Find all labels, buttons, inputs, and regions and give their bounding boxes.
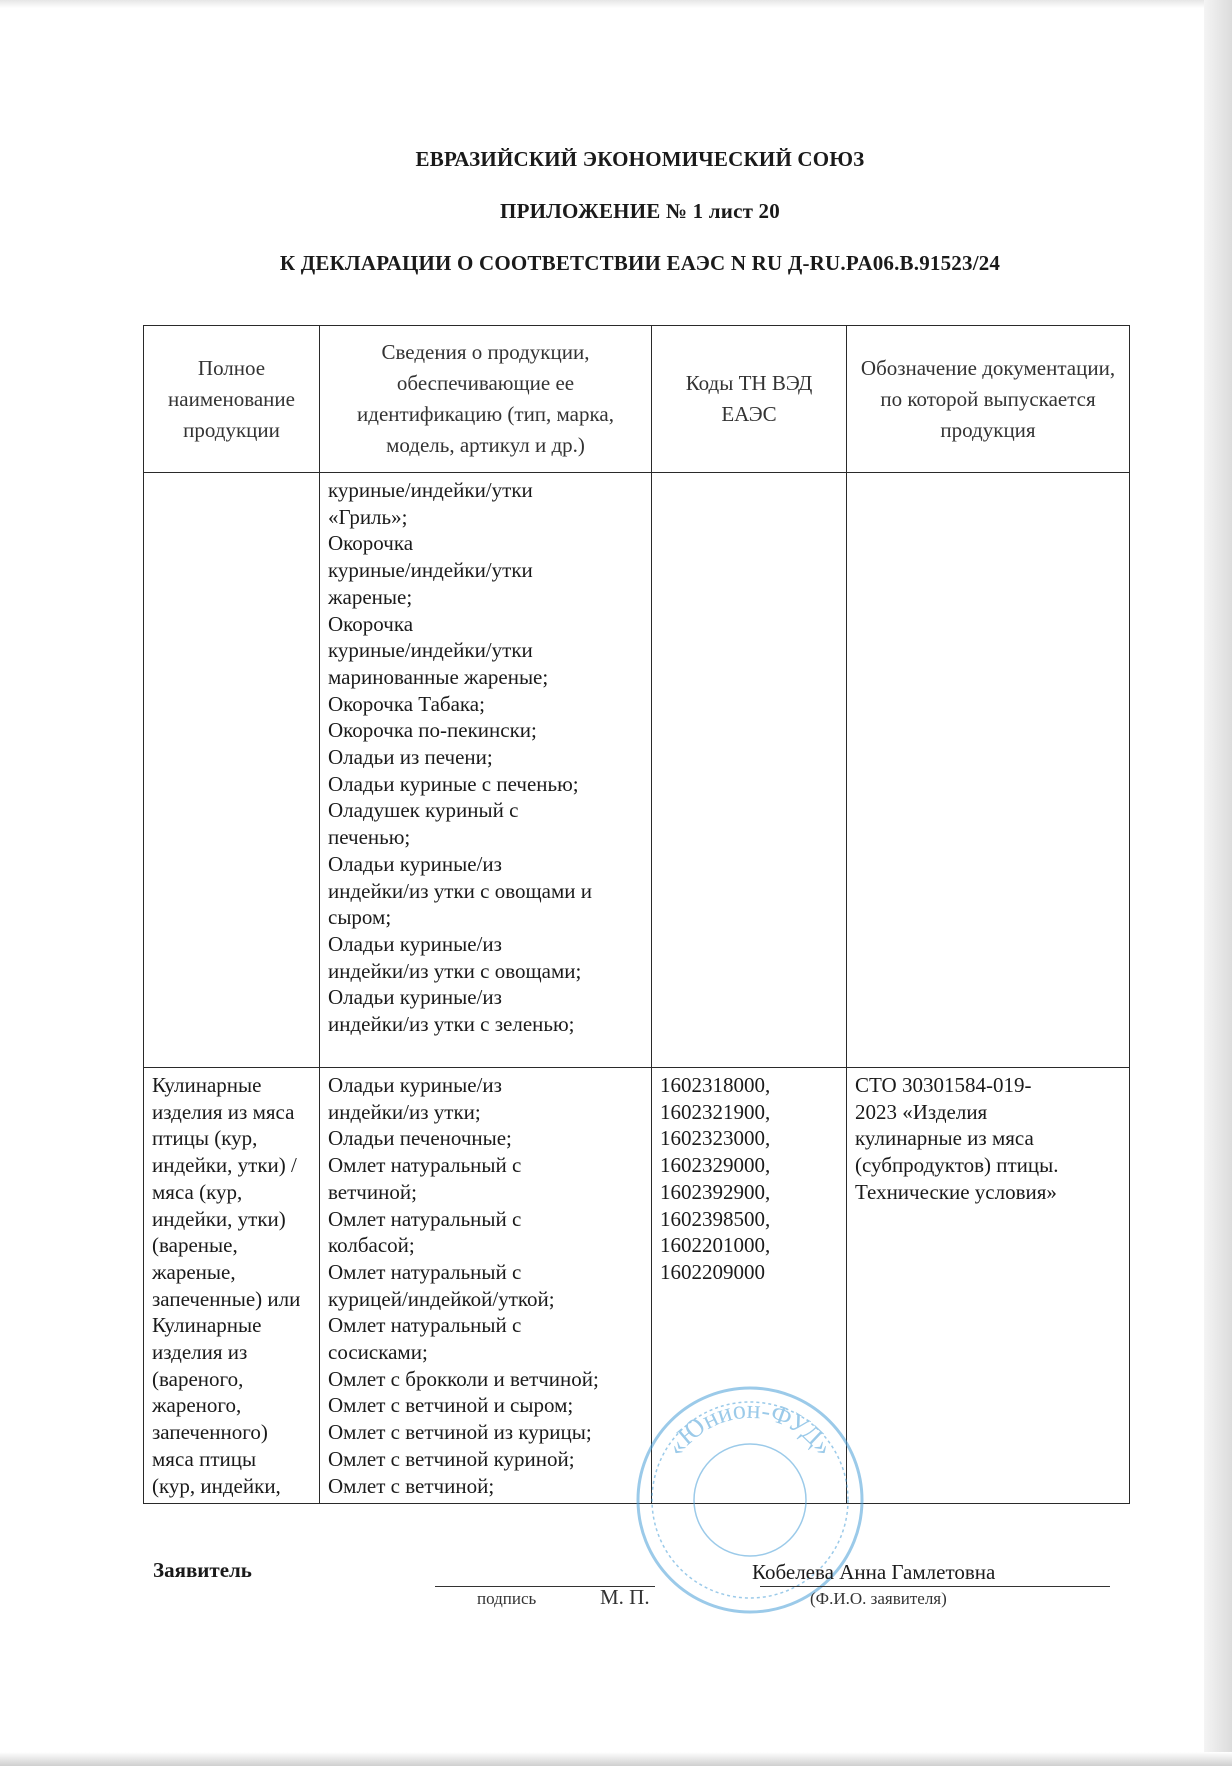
column-header-info: Сведения о продукции, обеспечивающие ее идентификацию (тип, марка, модель, артикул и др.): [320, 326, 652, 473]
cell-line: ветчиной;: [328, 1179, 417, 1204]
cell-line: сосисками;: [328, 1340, 428, 1365]
cell-line: куриные/индейки/утки: [328, 558, 533, 583]
cell-line: Омлет с ветчиной и сыром;: [328, 1393, 574, 1418]
cell-line: куриные/индейки/утки: [328, 638, 533, 663]
cell-line: СТО 30301584-019-: [855, 1073, 1032, 1097]
cell-line: курицей/индейкой/уткой;: [328, 1286, 555, 1311]
cell-line: 1602392900,: [660, 1179, 771, 1204]
cell-info: [320, 1068, 652, 1504]
cell-line: Омлет с ветчиной;: [328, 1473, 495, 1498]
scan-edge-bottom: [0, 1752, 1232, 1766]
column-header-name: Полное наименование продукции: [144, 326, 320, 473]
cell-line: жареные,: [152, 1259, 236, 1284]
cell-line: мяса птицы: [152, 1446, 257, 1471]
cell-line: печенью;: [328, 825, 411, 850]
cell-docs: [847, 473, 1130, 1068]
cell-line: 1602329000,: [660, 1153, 771, 1178]
cell-line: Омлет натуральный с: [328, 1313, 522, 1338]
cell-line: Омлет натуральный с: [328, 1206, 522, 1231]
cell-name: [144, 1068, 320, 1504]
cell-line: Кулинарные: [152, 1313, 262, 1338]
cell-line: индейки, утки): [152, 1206, 286, 1231]
cell-line: индейки, утки) /: [152, 1153, 297, 1178]
products-table: [143, 325, 1130, 1504]
cell-line: Окорочка: [328, 611, 414, 636]
cell-line: индейки/из утки с зеленью;: [328, 1012, 575, 1037]
cell-line: мяса (кур,: [152, 1179, 243, 1204]
cell-line: Оладьи куриные с печенью;: [328, 771, 579, 796]
cell-line: Оладьи куриные/из: [328, 851, 502, 876]
name-line: [760, 1586, 1110, 1587]
seal-text: «Юнион-ФУД»: [660, 1394, 840, 1462]
cell-line: Оладьи из печени;: [328, 745, 493, 770]
cell-line: куриные/индейки/утки: [328, 478, 533, 502]
cell-line: колбасой;: [328, 1233, 415, 1258]
seal-caption: М. П.: [600, 1585, 650, 1609]
cell-line: (вареные,: [152, 1233, 238, 1258]
cell-line: запеченные) или: [152, 1286, 301, 1311]
cell-docs: [847, 1068, 1130, 1504]
cell-line: Кулинарные: [152, 1073, 262, 1097]
cell-line: Окорочка по-пекински;: [328, 718, 537, 743]
cell-line: Оладьи печеночные;: [328, 1126, 512, 1151]
cell-line: изделия из мяса: [152, 1099, 295, 1124]
cell-line: запеченного): [152, 1420, 268, 1445]
cell-line: (кур, индейки,: [152, 1473, 281, 1498]
scan-edge-right: [1204, 0, 1232, 1766]
cell-line: «Гриль»;: [328, 504, 408, 529]
cell-line: индейки/из утки с овощами;: [328, 958, 582, 983]
cell-line: изделия из: [152, 1340, 248, 1365]
cell-line: Окорочка: [328, 531, 414, 556]
column-header-docs: Обозначение документации, по которой выпускается продукция: [847, 326, 1130, 473]
cell-line: Омлет натуральный с: [328, 1259, 522, 1284]
header-union-title: ЕВРАЗИЙСКИЙ ЭКОНОМИЧЕСКИЙ СОЮЗ: [415, 147, 865, 171]
cell-line: птицы (кур,: [152, 1126, 258, 1151]
cell-line: (вареного,: [152, 1366, 244, 1391]
cell-line: Оладьи куриные/из: [328, 985, 502, 1010]
cell-name: [144, 473, 320, 1068]
cell-info: [320, 473, 652, 1068]
cell-line: маринованные жареные;: [328, 664, 549, 689]
signature-caption: подпись: [477, 1589, 537, 1608]
cell-line: Омлет с брокколи и ветчиной;: [328, 1366, 599, 1391]
cell-line: 2023 «Изделия: [855, 1099, 988, 1124]
header-declaration-title: К ДЕКЛАРАЦИИ О СООТВЕТСТВИИ ЕАЭС N RU Д-RU.PA06.B.91523/24: [279, 251, 1001, 275]
applicant-name: Кобелева Анна Гамлетовна: [752, 1560, 996, 1584]
cell-line: 1602209000: [660, 1259, 765, 1284]
cell-line: 1602398500,: [660, 1206, 771, 1231]
cell-codes: [652, 473, 847, 1068]
table-header-row: [144, 326, 1130, 473]
table-row: [144, 473, 1130, 1068]
cell-line: 1602318000,: [660, 1073, 771, 1097]
cell-line: Омлет натуральный с: [328, 1153, 522, 1178]
cell-line: Омлет с ветчиной из курицы;: [328, 1420, 592, 1445]
cell-line: 1602323000,: [660, 1126, 771, 1151]
svg-text:«Юнион-ФУД»: [661, 1395, 839, 1461]
column-header-codes: Коды ТН ВЭД ЕАЭС: [652, 326, 847, 473]
cell-line: (субпродуктов) птицы.: [855, 1153, 1059, 1178]
scan-edge-top: [0, 0, 1232, 8]
cell-line: 1602201000,: [660, 1233, 771, 1258]
cell-line: 1602321900,: [660, 1099, 771, 1124]
cell-line: Оладушек куриный с: [328, 798, 519, 823]
cell-line: жареные;: [328, 584, 413, 609]
header-appendix-title: ПРИЛОЖЕНИЕ № 1 лист 20: [500, 199, 780, 223]
applicant-label: Заявитель: [153, 1558, 252, 1582]
cell-line: Технические условия»: [855, 1179, 1057, 1204]
cell-line: Оладьи куриные/из: [328, 931, 502, 956]
name-caption: (Ф.И.О. заявителя): [810, 1589, 947, 1608]
cell-line: сыром;: [328, 905, 392, 930]
cell-line: индейки/из утки с овощами и: [328, 878, 592, 903]
cell-line: жареного,: [152, 1393, 242, 1418]
cell-line: кулинарные из мяса: [855, 1126, 1034, 1151]
cell-line: Оладьи куриные/из: [328, 1073, 502, 1097]
cell-line: индейки/из утки;: [328, 1099, 481, 1124]
cell-line: Окорочка Табака;: [328, 691, 485, 716]
cell-line: Омлет с ветчиной куриной;: [328, 1446, 575, 1471]
